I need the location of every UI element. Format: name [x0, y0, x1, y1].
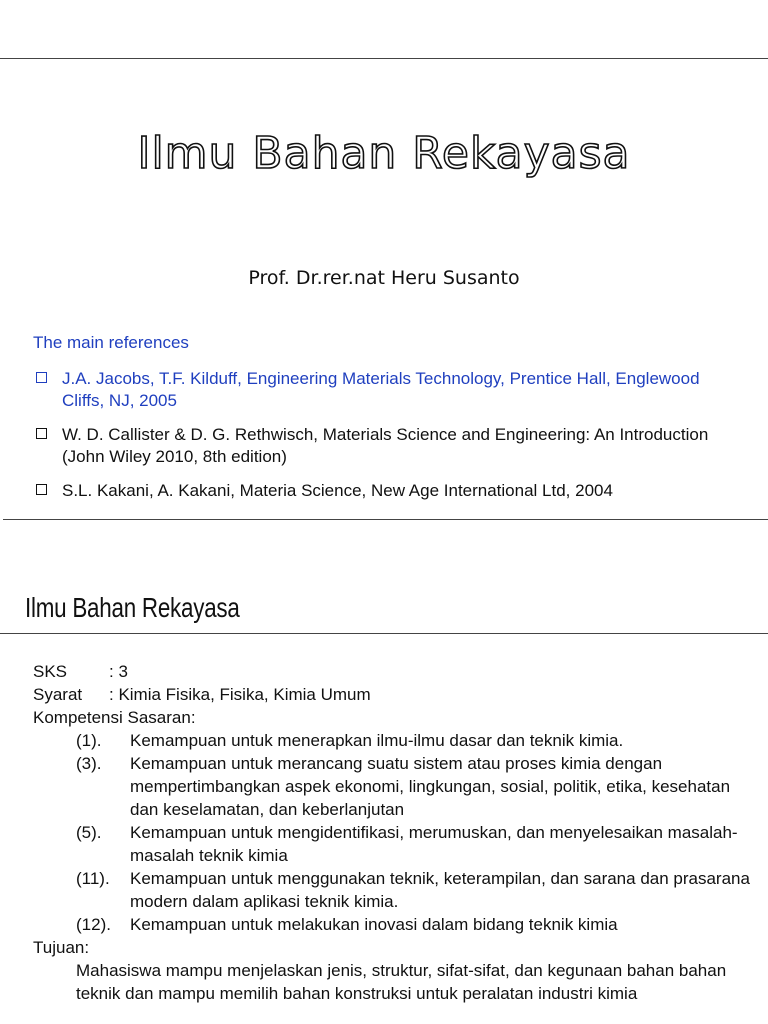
reference-text: J.A. Jacobs, T.F. Kilduff, Engineering Materials Technology, Prentice Hall, Englewood Cliffs, NJ, 2005 — [62, 369, 700, 410]
references-heading: The main references — [33, 333, 189, 352]
kompetensi-text: Kemampuan untuk melakukan inovasi dalam bidang teknik kimia — [130, 915, 618, 934]
reference-text: S.L. Kakani, A. Kakani, Materia Science, New Age International Ltd, 2004 — [62, 481, 613, 500]
sks-label: SKS — [33, 662, 68, 681]
reference-item — [33, 480, 733, 502]
title-underline — [0, 633, 768, 634]
author-name: Prof. Dr.rer.nat Heru Susanto — [248, 267, 520, 289]
top-divider — [0, 58, 768, 59]
checkbox-bullet-icon — [36, 484, 47, 495]
kompetensi-number: (5). — [76, 823, 102, 842]
kompetensi-item — [76, 821, 753, 867]
kompetensi-number: (11). — [76, 869, 110, 888]
slide-divider — [3, 519, 768, 520]
sks-row — [33, 660, 753, 683]
kompetensi-text: Kemampuan untuk menggunakan teknik, keterampilan, dan sarana dan prasarana modern dalam aplikasi teknik kimia. — [130, 869, 750, 911]
kompetensi-text: Kemampuan untuk mengidentifikasi, merumuskan, dan menyelesaikan masalah-masalah teknik kimia — [130, 823, 738, 865]
tujuan-text: Mahasiswa mampu menjelaskan jenis, struktur, sifat-sifat, dan kegunaan bahan bahan teknik dan mampu memilih bahan konstruksi untuk peralatan industri kimia — [76, 961, 727, 1003]
kompetensi-item — [76, 867, 753, 913]
reference-item — [33, 424, 733, 468]
slide-2-title: Ilmu Bahan Rekayasa — [25, 592, 240, 623]
reference-item — [33, 368, 733, 412]
kompetensi-label: Kompetensi Sasaran: — [33, 708, 196, 727]
kompetensi-item — [76, 913, 753, 936]
course-info — [33, 660, 753, 1005]
checkbox-bullet-icon — [36, 428, 47, 439]
kompetensi-item — [76, 729, 753, 752]
references-list — [33, 368, 733, 514]
slide-1-title: Ilmu Bahan Rekayasa — [137, 128, 631, 179]
tujuan-label: Tujuan: — [33, 938, 90, 957]
kompetensi-text: Kemampuan untuk menerapkan ilmu-ilmu dasar dan teknik kimia. — [130, 731, 624, 750]
kompetensi-item — [76, 752, 753, 821]
kompetensi-number: (12). — [76, 915, 111, 934]
syarat-value: : Kimia Fisika, Fisika, Kimia Umum — [109, 685, 371, 704]
checkbox-bullet-icon — [36, 372, 47, 383]
syarat-label: Syarat — [33, 685, 83, 704]
syarat-row — [33, 683, 753, 706]
kompetensi-number: (3). — [76, 754, 102, 773]
reference-text: W. D. Callister & D. G. Rethwisch, Materials Science and Engineering: An Introduction (John Wiley 2010, 8th edition) — [62, 425, 709, 466]
kompetensi-text: Kemampuan untuk merancang suatu sistem atau proses kimia dengan mempertimbangkan aspek ekonomi, lingkungan, sosial, politik, etika, kesehatan dan keselamatan, dan keberlanjutan — [130, 754, 731, 819]
kompetensi-number: (1). — [76, 731, 102, 750]
sks-value: : 3 — [109, 662, 128, 681]
